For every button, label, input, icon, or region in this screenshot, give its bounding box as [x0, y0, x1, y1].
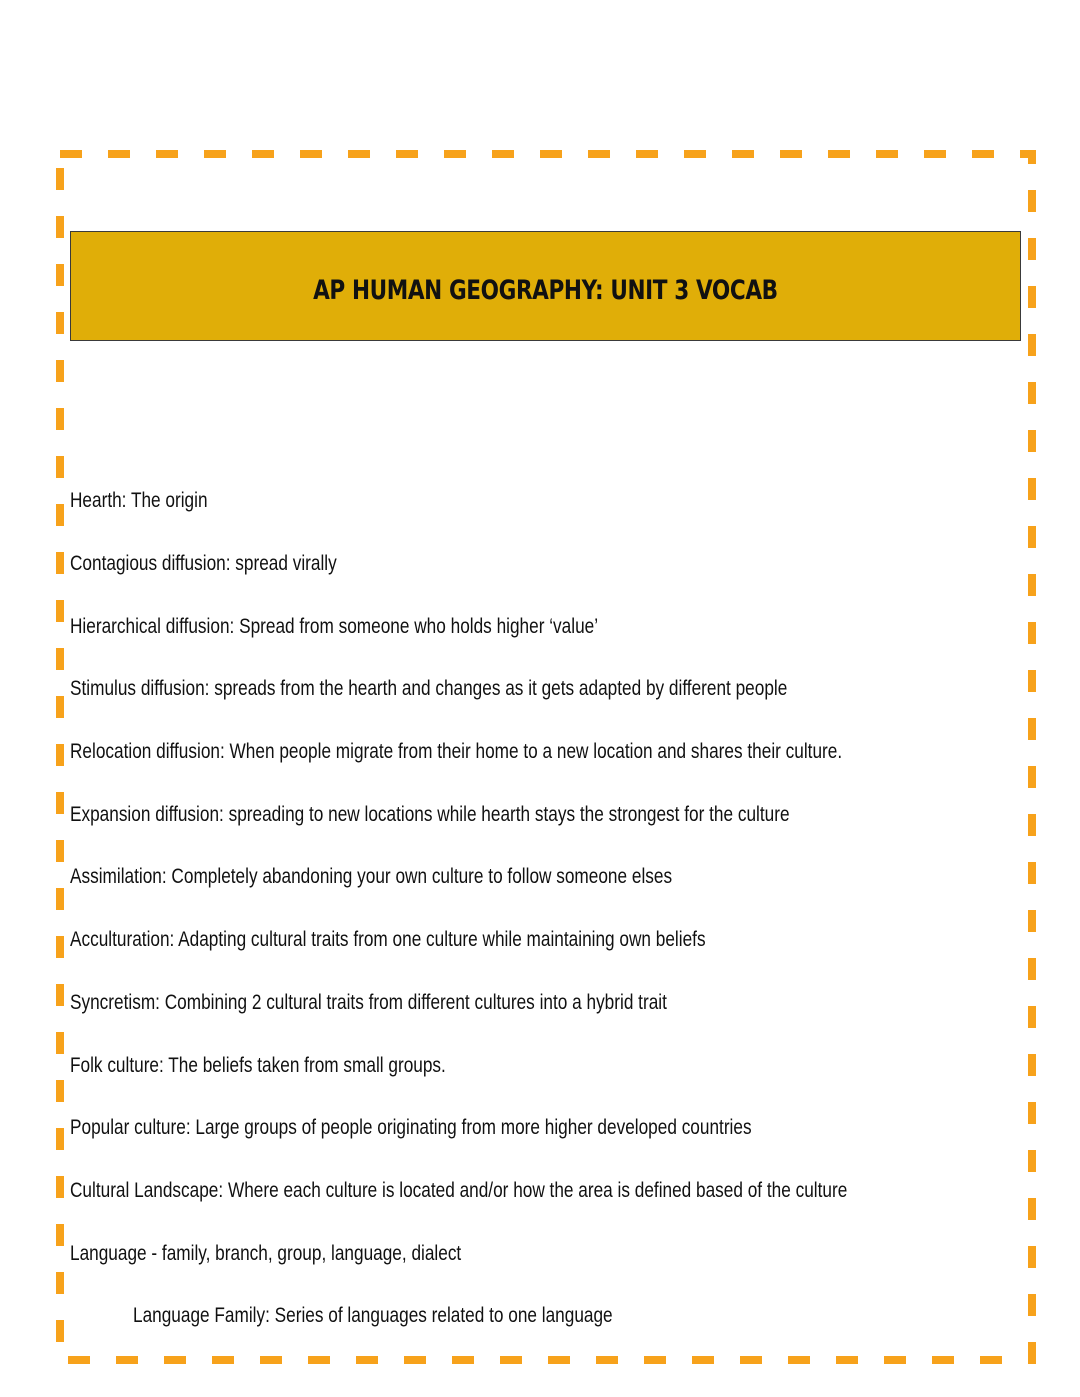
vocab-text: Contagious diffusion: spread virally — [70, 552, 337, 576]
vocab-text: Language - family, branch, group, language, dialect — [70, 1241, 462, 1265]
vocab-item — [70, 533, 1020, 596]
vocab-item — [70, 1034, 1020, 1097]
vocab-item — [70, 595, 1020, 658]
vocab-text: Hierarchical diffusion: Spread from someone who holds higher ‘value’ — [70, 614, 599, 638]
vocab-text: Popular culture: Large groups of people originating from more higher developed countries — [70, 1116, 752, 1140]
page-title: AP HUMAN GEOGRAPHY: UNIT 3 VOCAB — [313, 274, 778, 306]
vocab-item — [70, 721, 1020, 784]
vocab-item — [70, 1097, 1020, 1160]
vocab-text: Expansion diffusion: spreading to new locations while hearth stays the strongest for the culture — [70, 802, 790, 826]
vocab-item — [70, 1222, 1020, 1285]
vocab-item — [70, 470, 1020, 533]
vocab-item — [70, 658, 1020, 721]
vocab-text: Relocation diffusion: When people migrate from their home to a new location and shares their culture. — [70, 740, 843, 764]
vocab-text: Language Family: Series of languages related to one language — [133, 1304, 613, 1328]
vocab-list — [70, 470, 1020, 1348]
vocab-item — [70, 972, 1020, 1035]
vocab-text: Acculturation: Adapting cultural traits from one culture while maintaining own beliefs — [70, 928, 706, 952]
vocab-item — [70, 1160, 1020, 1223]
vocab-text: Cultural Landscape: Where each culture is located and/or how the area is defined based of the culture — [70, 1178, 848, 1202]
vocab-text: Assimilation: Completely abandoning your own culture to follow someone elses — [70, 865, 673, 889]
vocab-text: Folk culture: The beliefs taken from small groups. — [70, 1053, 446, 1077]
vocab-text: Syncretism: Combining 2 cultural traits from different cultures into a hybrid trait — [70, 990, 667, 1014]
vocab-item — [70, 909, 1020, 972]
vocab-item — [70, 846, 1020, 909]
vocab-subitem — [70, 1285, 1020, 1348]
vocab-item — [70, 783, 1020, 846]
title-banner — [70, 231, 1021, 341]
vocab-text: Stimulus diffusion: spreads from the hearth and changes as it gets adapted by different people — [70, 677, 788, 701]
vocab-text: Hearth: The origin — [70, 489, 208, 513]
